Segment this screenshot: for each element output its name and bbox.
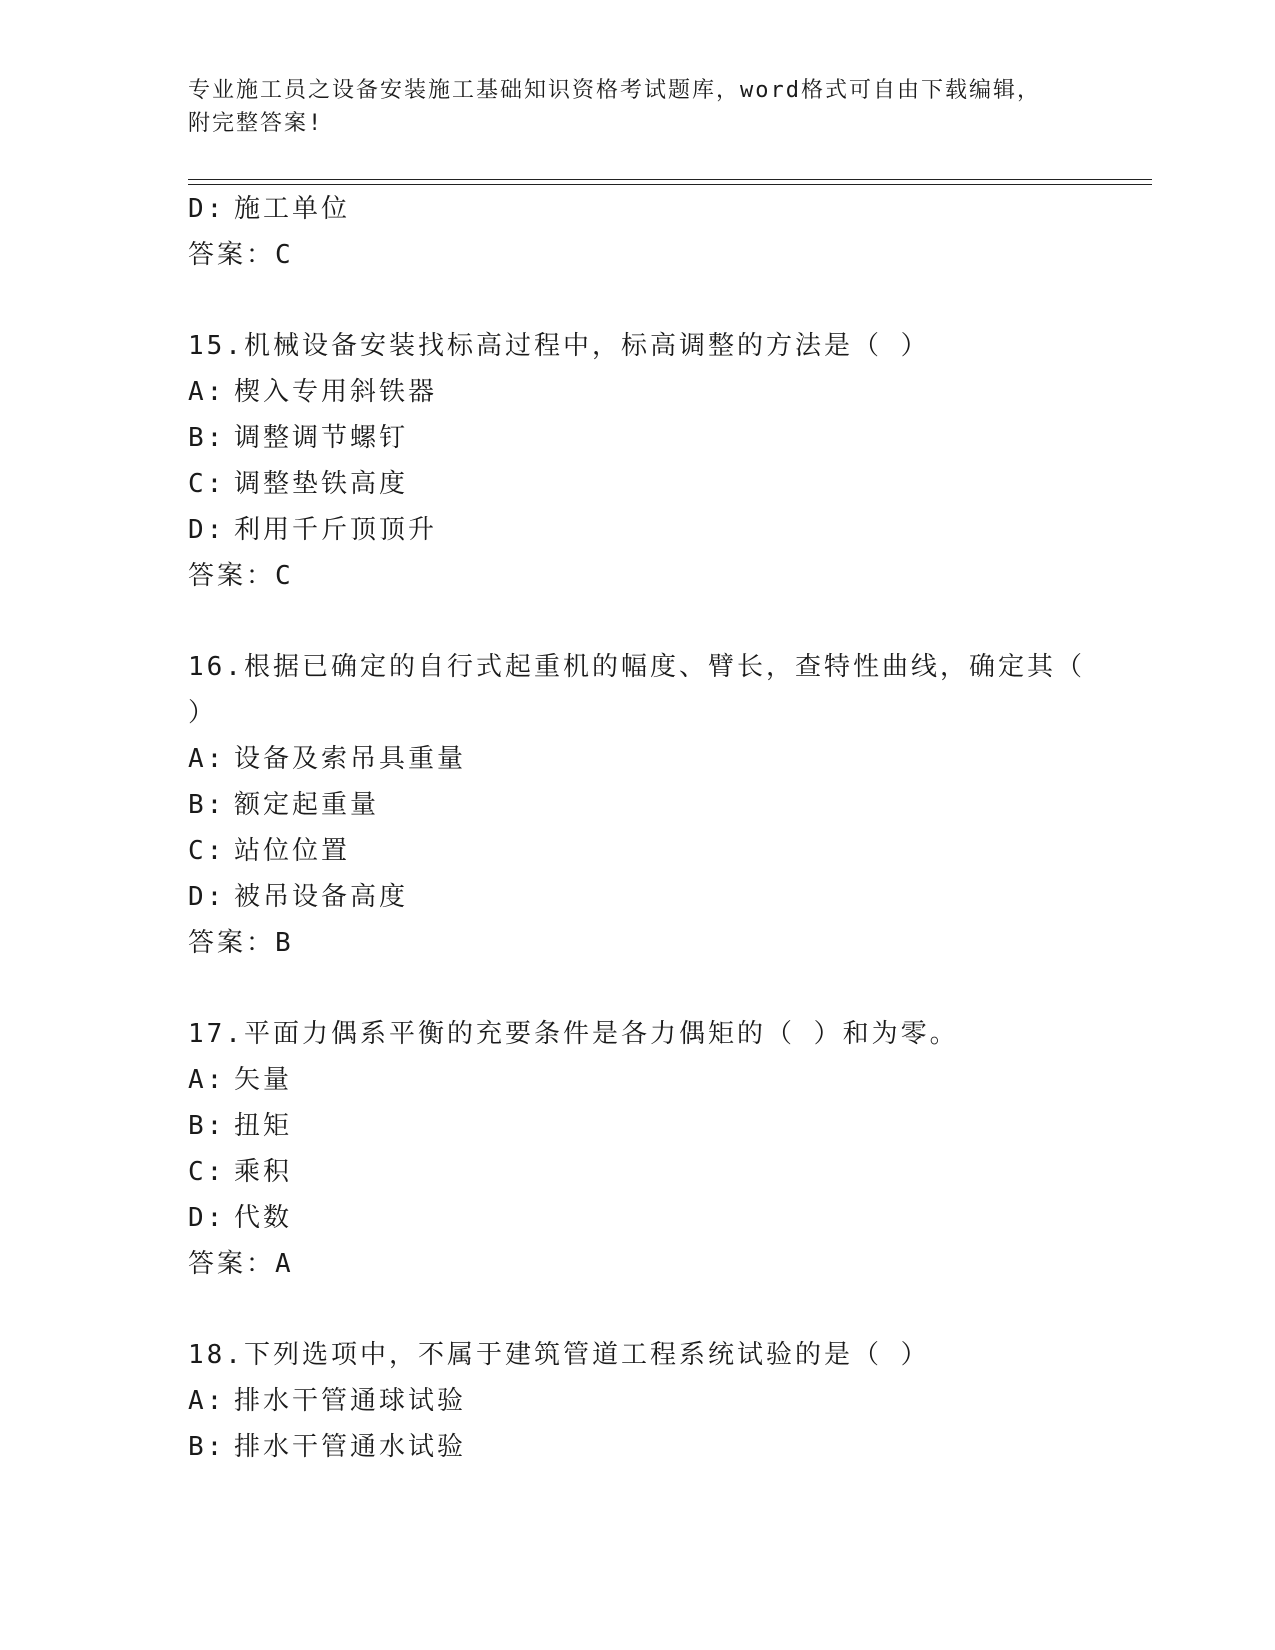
question-stem-continuation — [188, 690, 1088, 736]
option-b — [188, 782, 1088, 828]
option-letter: D: — [188, 194, 226, 224]
option-text: 额定起重量 — [234, 790, 380, 820]
answer-line — [188, 920, 1088, 966]
question-stem — [188, 1332, 1088, 1378]
option-b — [188, 1103, 1088, 1149]
answer-value: C — [275, 561, 294, 591]
option-text: 扭矩 — [234, 1111, 293, 1141]
answer-label: 答案： — [188, 240, 276, 270]
option-letter: A: — [188, 744, 226, 774]
question-number: 16. — [188, 652, 244, 682]
option-d — [188, 507, 1088, 553]
option-text: 被吊设备高度 — [234, 882, 409, 912]
option-letter: D: — [188, 882, 226, 912]
option-letter: D: — [188, 1203, 226, 1233]
document-header — [188, 74, 1088, 140]
question-text: 机械设备安装找标高过程中，标高调整的方法是（ ） — [243, 331, 930, 361]
option-d — [188, 186, 1088, 232]
option-c — [188, 828, 1088, 874]
question-text: 根据已确定的自行式起重机的幅度、臂长，查特性曲线，确定其（ — [243, 652, 1085, 682]
spacer — [188, 278, 1088, 323]
option-text: 设备及索吊具重量 — [234, 744, 467, 774]
option-b — [188, 415, 1088, 461]
question-number: 17. — [188, 1019, 244, 1049]
option-text: 排水干管通水试验 — [234, 1432, 467, 1462]
option-text: 矢量 — [234, 1065, 293, 1095]
spacer — [188, 599, 1088, 644]
answer-label: 答案： — [188, 1249, 276, 1279]
answer-value: C — [275, 240, 294, 270]
option-letter: B: — [188, 790, 226, 820]
question-number: 15. — [188, 331, 244, 361]
option-letter: C: — [188, 1157, 226, 1187]
question-text-continuation: ） — [188, 698, 218, 728]
option-b — [188, 1424, 1088, 1470]
option-letter: A: — [188, 1065, 226, 1095]
header-line-2: 附完整答案! — [188, 111, 324, 136]
option-letter: A: — [188, 377, 226, 407]
option-text: 利用千斤顶顶升 — [234, 515, 438, 545]
question-stem — [188, 323, 1088, 369]
option-text: 站位位置 — [234, 836, 351, 866]
header-line-1: 专业施工员之设备安装施工基础知识资格考试题库，word格式可自由下载编辑， — [188, 78, 1041, 103]
option-d — [188, 1195, 1088, 1241]
option-text: 排水干管通球试验 — [234, 1386, 467, 1416]
option-a — [188, 1378, 1088, 1424]
option-text: 调整垫铁高度 — [234, 469, 409, 499]
option-text: 施工单位 — [234, 194, 351, 224]
option-a — [188, 369, 1088, 415]
option-letter: B: — [188, 423, 226, 453]
option-text: 代数 — [234, 1203, 293, 1233]
option-text: 楔入专用斜铁器 — [234, 377, 438, 407]
question-stem — [188, 1011, 1088, 1057]
option-letter: C: — [188, 836, 226, 866]
option-letter: D: — [188, 515, 226, 545]
spacer — [188, 966, 1088, 1011]
option-a — [188, 1057, 1088, 1103]
answer-line — [188, 232, 1088, 278]
header-divider-top — [188, 179, 1152, 180]
option-c — [188, 461, 1088, 507]
question-text: 下列选项中，不属于建筑管道工程系统试验的是（ ） — [243, 1340, 930, 1370]
option-d — [188, 874, 1088, 920]
option-letter: B: — [188, 1111, 226, 1141]
question-number: 18. — [188, 1340, 244, 1370]
option-text: 乘积 — [234, 1157, 293, 1187]
header-divider-bottom — [188, 184, 1152, 185]
option-c — [188, 1149, 1088, 1195]
spacer — [188, 1287, 1088, 1332]
answer-label: 答案： — [188, 561, 276, 591]
answer-label: 答案： — [188, 928, 276, 958]
answer-value: A — [275, 1249, 294, 1279]
answer-line — [188, 1241, 1088, 1287]
answer-line — [188, 553, 1088, 599]
option-a — [188, 736, 1088, 782]
option-letter: C: — [188, 469, 226, 499]
question-stem — [188, 644, 1088, 690]
question-list — [188, 186, 1088, 1470]
option-letter: B: — [188, 1432, 226, 1462]
option-letter: A: — [188, 1386, 226, 1416]
answer-value: B — [275, 928, 294, 958]
option-text: 调整调节螺钉 — [234, 423, 409, 453]
question-text: 平面力偶系平衡的充要条件是各力偶矩的（ ）和为零。 — [243, 1019, 959, 1049]
